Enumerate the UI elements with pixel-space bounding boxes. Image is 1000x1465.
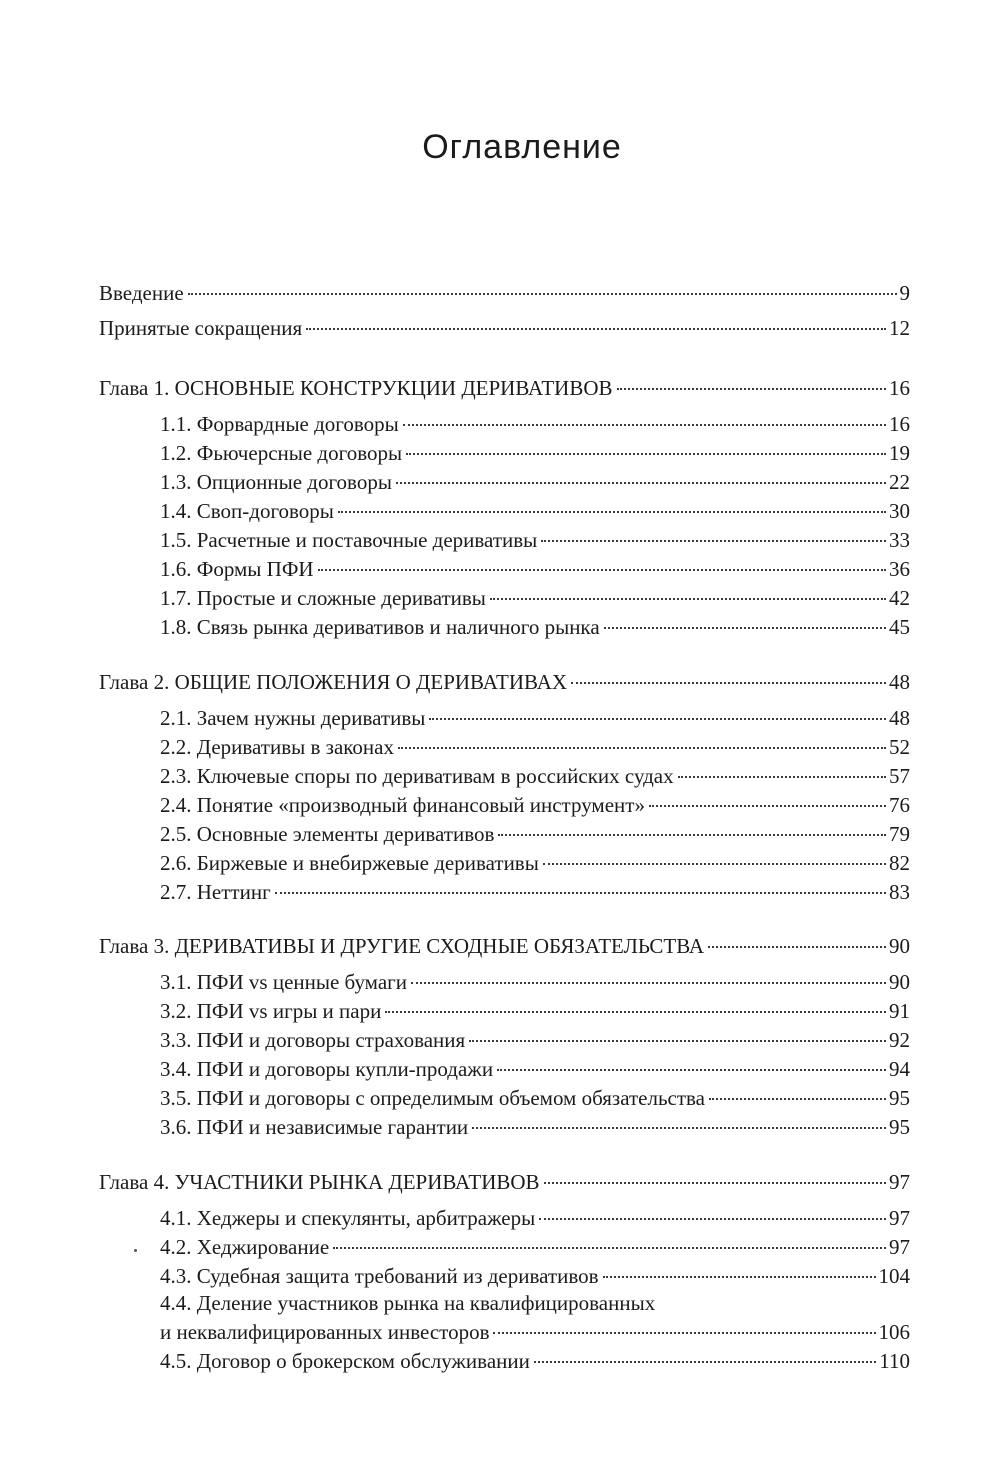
- toc-page-number: 79: [889, 822, 910, 846]
- toc-page-number: 90: [889, 934, 910, 958]
- toc-page-number: 110: [879, 1349, 910, 1373]
- toc-label: 3.4. ПФИ и договоры купли-продажи: [160, 1057, 494, 1081]
- toc-page-number: 33: [889, 528, 910, 552]
- dot-leader: [678, 776, 886, 778]
- toc-section-2-5[interactable]: [160, 821, 910, 848]
- toc-section-4-3[interactable]: [160, 1263, 910, 1290]
- toc-label: 3.3. ПФИ и договоры страхования: [160, 1028, 466, 1052]
- toc-page-number: 95: [889, 1115, 910, 1139]
- toc-page-number: 97: [889, 1170, 910, 1194]
- toc-label: 1.5. Расчетные и поставочные деривативы: [160, 528, 538, 552]
- dot-leader: [275, 892, 886, 894]
- toc-label: 1.8. Связь рынка деривативов и наличного рынка: [160, 615, 600, 639]
- toc-page-number: 48: [889, 706, 910, 730]
- toc-section-3-5[interactable]: [160, 1085, 910, 1112]
- toc-page-number: 19: [889, 441, 910, 465]
- toc-section-1-3[interactable]: [160, 469, 910, 496]
- toc-label: 1.6. Формы ПФИ: [160, 557, 314, 581]
- toc-label: 4.3. Судебная защита требований из деривативов: [160, 1264, 599, 1288]
- dot-leader: [318, 569, 886, 571]
- dot-leader: [385, 1011, 886, 1013]
- toc-label: 2.5. Основные элементы деривативов: [160, 822, 495, 846]
- toc-chapter-3[interactable]: [99, 933, 910, 960]
- toc-label: 3.5. ПФИ и договоры с определимым объемом обязательства: [160, 1086, 706, 1110]
- dot-leader: [398, 747, 886, 749]
- dot-leader: [497, 1069, 886, 1071]
- scan-speck: [134, 1249, 137, 1252]
- dot-leader: [472, 1127, 886, 1129]
- toc-page-number: 82: [889, 851, 910, 875]
- toc-label: 2.2. Деривативы в законах: [160, 735, 394, 759]
- toc-label: и неквалифицированных инвесторов: [160, 1320, 490, 1344]
- toc-label: 3.1. ПФИ vs ценные бумаги: [160, 970, 407, 994]
- dot-leader: [306, 328, 886, 330]
- toc-label: 2.7. Неттинг: [160, 880, 271, 904]
- toc-page-number: 45: [889, 615, 910, 639]
- toc-section-2-3[interactable]: [160, 763, 910, 790]
- toc-section-2-7[interactable]: [160, 879, 910, 906]
- toc-page-number: 30: [889, 499, 910, 523]
- toc-label: 2.1. Зачем нужны деривативы: [160, 706, 426, 730]
- toc-label: 3.2. ПФИ vs игры и пари: [160, 999, 382, 1023]
- dot-leader: [708, 946, 886, 948]
- toc-section-1-1[interactable]: [160, 411, 910, 438]
- toc-page-number: 48: [889, 670, 910, 694]
- dot-leader: [541, 540, 886, 542]
- toc-page-number: 12: [889, 316, 910, 340]
- toc-section-2-6[interactable]: [160, 850, 910, 877]
- toc-page-number: 97: [889, 1235, 910, 1259]
- toc-page-number: 97: [889, 1206, 910, 1230]
- toc-page-number: 92: [889, 1028, 910, 1052]
- toc-page-number: 57: [889, 764, 910, 788]
- toc-label: Глава 3. ДЕРИВАТИВЫ И ДРУГИЕ СХОДНЫЕ ОБЯЗАТЕЛЬСТВА: [99, 934, 705, 958]
- dot-leader: [396, 482, 886, 484]
- page-title: [0, 128, 1000, 167]
- toc-label: 1.2. Фьючерсные договоры: [160, 441, 403, 465]
- toc-section-1-8[interactable]: [160, 614, 910, 641]
- toc-section-2-2[interactable]: [160, 734, 910, 761]
- toc-section-2-4[interactable]: [160, 792, 910, 819]
- toc-page-number: 95: [889, 1086, 910, 1110]
- dot-leader: [498, 834, 886, 836]
- toc-section-4-5[interactable]: [160, 1348, 910, 1375]
- toc-label: Введение: [99, 281, 184, 305]
- toc-section-1-7[interactable]: [160, 585, 910, 612]
- toc-page-number: 9: [899, 281, 910, 305]
- toc-page-number: 94: [889, 1057, 910, 1081]
- toc-label: Принятые сокращения: [99, 316, 303, 340]
- toc-label: 1.7. Простые и сложные деривативы: [160, 586, 486, 610]
- toc-label: 4.1. Хеджеры и спекулянты, арбитражеры: [160, 1206, 536, 1230]
- toc-section-1-2[interactable]: [160, 440, 910, 467]
- toc-section-1-5[interactable]: [160, 527, 910, 554]
- toc-label: 4.2. Хеджирование: [160, 1235, 330, 1259]
- toc-section-4-4[interactable]: [160, 1319, 910, 1346]
- toc-label: 2.4. Понятие «производный финансовый инструмент»: [160, 793, 645, 817]
- toc-section-4-4-first-line[interactable]: 4.4. Деление участников рынка на квалифицированных: [160, 1291, 656, 1315]
- toc-page-number: 83: [889, 880, 910, 904]
- toc-entry-introduction[interactable]: [99, 280, 910, 307]
- toc-section-4-1[interactable]: [160, 1205, 910, 1232]
- toc-section-1-4[interactable]: [160, 498, 910, 525]
- toc-section-3-4[interactable]: [160, 1056, 910, 1083]
- toc-section-3-1[interactable]: [160, 969, 910, 996]
- dot-leader: [429, 718, 886, 720]
- toc-page-number: 16: [889, 376, 910, 400]
- dot-leader: [338, 511, 886, 513]
- dot-leader: [604, 627, 886, 629]
- dot-leader: [534, 1361, 876, 1363]
- dot-leader: [490, 598, 886, 600]
- toc-section-3-6[interactable]: [160, 1114, 910, 1141]
- toc-label: 1.3. Опционные договоры: [160, 470, 392, 494]
- page-title-text: Оглавление: [422, 128, 622, 166]
- toc-page-number: 22: [889, 470, 910, 494]
- toc-section-1-6[interactable]: [160, 556, 910, 583]
- toc-label: Глава 2. ОБЩИЕ ПОЛОЖЕНИЯ О ДЕРИВАТИВАХ: [99, 670, 568, 694]
- toc-label: 4.5. Договор о брокерском обслуживании: [160, 1349, 530, 1373]
- toc-label: Глава 4. УЧАСТНИКИ РЫНКА ДЕРИВАТИВОВ: [99, 1170, 540, 1194]
- toc-page-number: 106: [878, 1320, 910, 1344]
- toc-entry-abbreviations[interactable]: [99, 315, 910, 342]
- toc-label: 3.6. ПФИ и независимые гарантии: [160, 1115, 469, 1139]
- dot-leader: [493, 1332, 875, 1334]
- toc-label: 1.1. Форвардные договоры: [160, 412, 399, 436]
- dot-leader: [411, 982, 886, 984]
- dot-leader: [603, 1276, 876, 1278]
- toc-label: 2.3. Ключевые споры по деривативам в российских судах: [160, 764, 674, 788]
- dot-leader: [406, 453, 886, 455]
- dot-leader: [333, 1247, 886, 1249]
- toc-label: 1.4. Своп-договоры: [160, 499, 334, 523]
- toc-page-number: 104: [878, 1264, 910, 1288]
- toc-section-3-3[interactable]: [160, 1027, 910, 1054]
- toc-section-4-2[interactable]: [160, 1234, 910, 1261]
- toc-chapter-4[interactable]: [99, 1169, 910, 1196]
- toc-label: 2.6. Биржевые и внебиржевые деривативы: [160, 851, 539, 875]
- dot-leader: [469, 1040, 886, 1042]
- toc-page-number: 90: [889, 970, 910, 994]
- dot-leader: [544, 1182, 886, 1184]
- dot-leader: [543, 863, 886, 865]
- toc-page-number: 52: [889, 735, 910, 759]
- toc-page-number: 91: [889, 999, 910, 1023]
- dot-leader: [539, 1218, 886, 1220]
- toc-chapter-1[interactable]: [99, 375, 910, 402]
- dot-leader: [403, 424, 886, 426]
- dot-leader: [188, 293, 897, 295]
- toc-page-number: 16: [889, 412, 910, 436]
- dot-leader: [571, 682, 886, 684]
- toc-label: Глава 1. ОСНОВНЫЕ КОНСТРУКЦИИ ДЕРИВАТИВОВ: [99, 376, 613, 400]
- toc-page-number: 76: [889, 793, 910, 817]
- toc-page-number: 42: [889, 586, 910, 610]
- toc-page-number: 36: [889, 557, 910, 581]
- toc-chapter-2[interactable]: [99, 669, 910, 696]
- dot-leader: [649, 805, 886, 807]
- toc-section-2-1[interactable]: [160, 705, 910, 732]
- toc-section-3-2[interactable]: [160, 998, 910, 1025]
- dot-leader: [617, 388, 887, 390]
- dot-leader: [709, 1098, 886, 1100]
